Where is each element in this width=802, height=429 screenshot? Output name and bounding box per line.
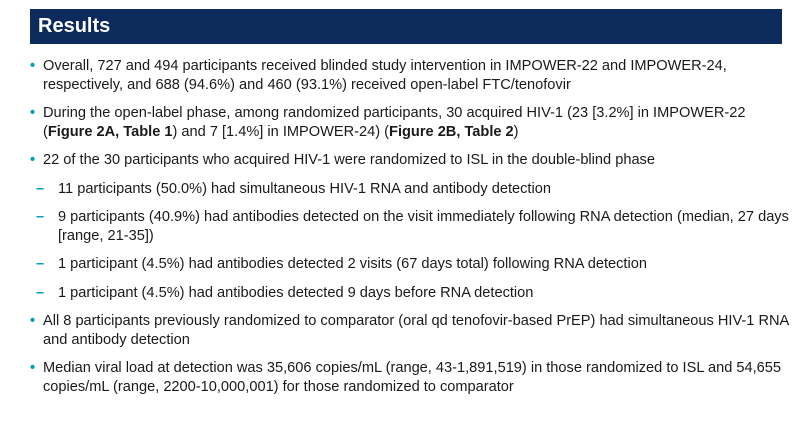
dash-marker: – (36, 209, 45, 225)
item-text: Median viral load at detection was 35,606 copies/mL (range, 43-1,891,519) in those randomized to ISL and 54,655 copies/mL (range, 2200-10,000,001) for those randomized to comparator (43, 360, 781, 395)
figure-reference: Figure 2A, Table 1 (47, 123, 173, 140)
item-text: 1 participant (4.5%) had antibodies detected 9 days before RNA detection (58, 284, 534, 301)
item-text: All 8 participants previously randomized to comparator (oral qd tenofovir-based PrEP) had simultaneous HIV-1 RNA and antibody detection (43, 313, 789, 348)
bullet-item (30, 151, 790, 170)
item-text: Overall, 727 and 494 participants received blinded study intervention in IMPOWER-22 and IMPOWER-24, respectively, and 688 (94.6%) and 460 (93.1%) received open-label FTC/tenofovir (43, 58, 727, 93)
sub-bullet-item (30, 180, 790, 199)
dash-marker: – (36, 284, 45, 301)
item-text: 11 participants (50.0%) had simultaneous HIV-1 RNA and antibody detection (58, 180, 551, 197)
bullet-marker: • (30, 58, 36, 74)
item-text: 22 of the 30 participants who acquired HIV-1 were randomized to ISL in the double-blind phase (43, 152, 655, 168)
bullet-marker: • (30, 360, 36, 376)
sub-bullet-item (30, 208, 790, 245)
item-text: ) (513, 123, 519, 140)
bullet-item (30, 57, 790, 94)
dash-marker: – (36, 180, 45, 197)
item-text: 9 participants (40.9%) had antibodies detected on the visit immediately following RNA detection (median, 27 days [range, 21-35]) (58, 209, 789, 244)
figure-reference: Figure 2B, Table 2 (389, 123, 514, 140)
bullet-item (30, 104, 790, 141)
bullet-item (30, 359, 790, 396)
sub-bullet-item (30, 284, 790, 303)
item-text: ) and 7 [1.4%] in IMPOWER-24) ( (172, 123, 390, 140)
bullet-item (30, 312, 790, 349)
dash-marker: – (36, 256, 45, 272)
sub-bullet-item (30, 255, 790, 274)
item-text: During the open-label phase, among randomized participants, 30 acquired HIV-1 (23 [3.2%] in IMPOWER-22 ( (43, 105, 746, 140)
bullet-marker: • (30, 152, 36, 168)
results-list (30, 57, 790, 406)
item-text: 1 participant (4.5%) had antibodies detected 2 visits (67 days total) following RNA detection (58, 256, 647, 272)
results-header (30, 9, 782, 44)
section-title: Results (38, 15, 111, 37)
bullet-marker: • (30, 105, 36, 121)
bullet-marker: • (30, 313, 36, 329)
